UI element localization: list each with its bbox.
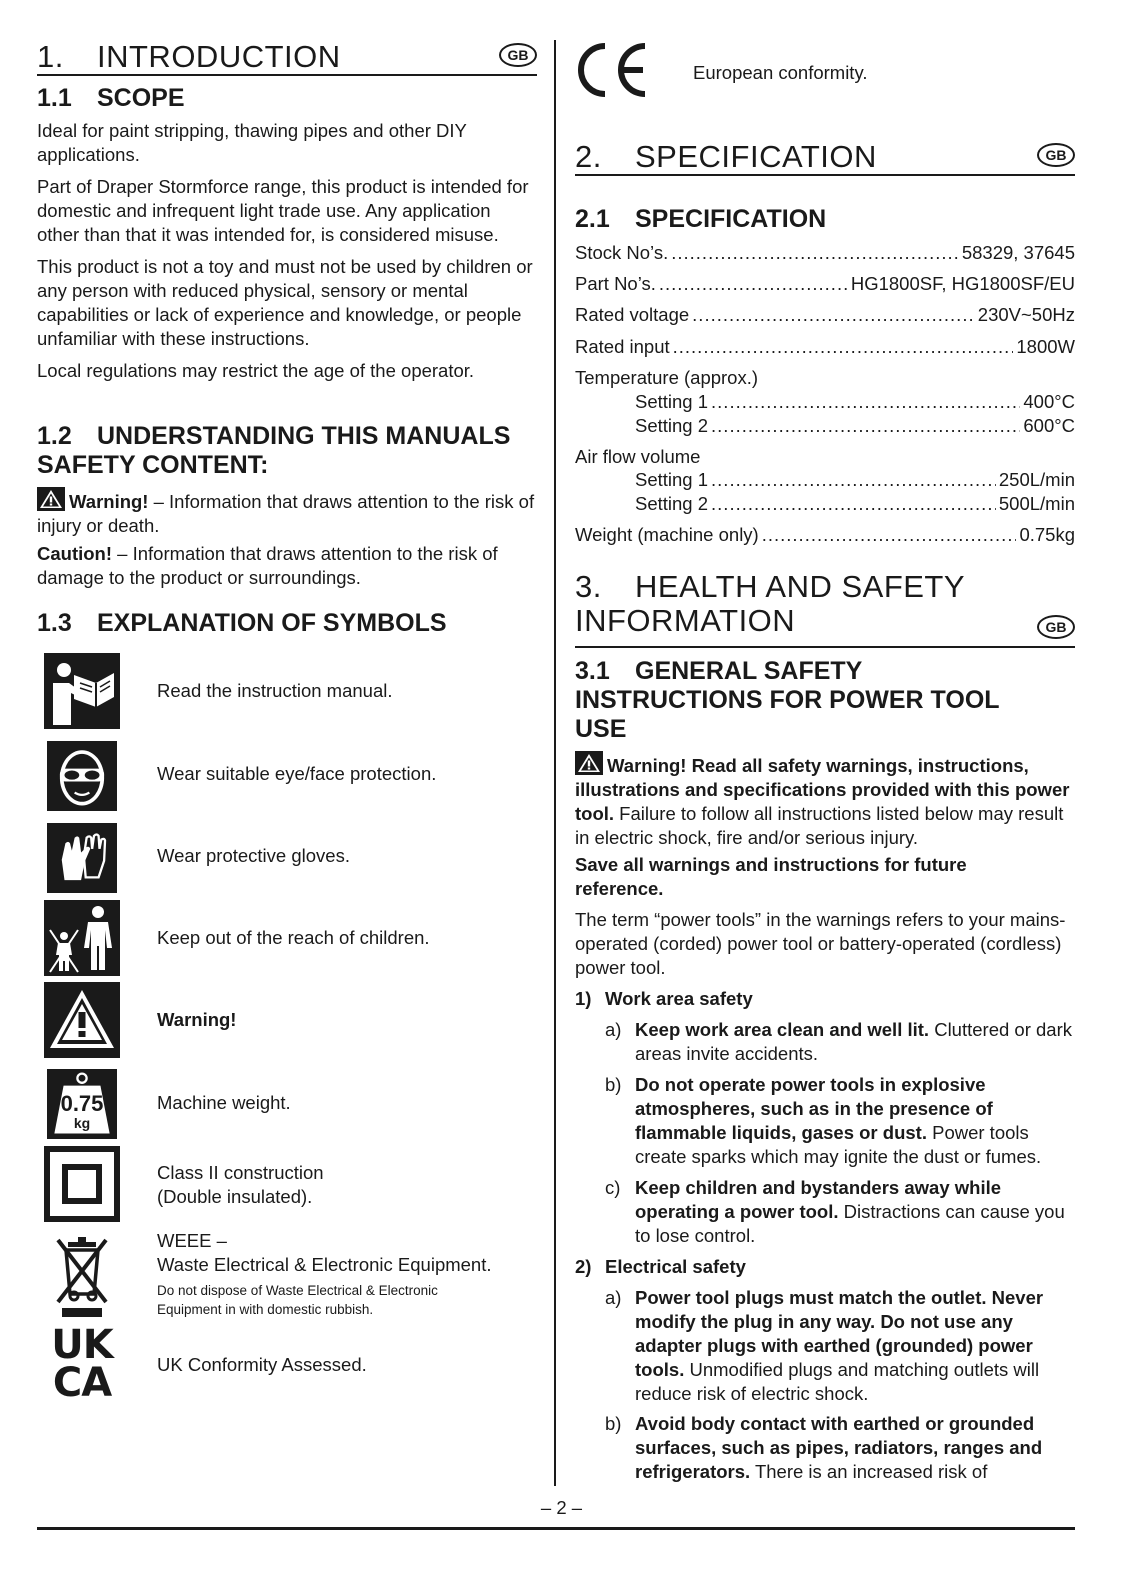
eye-face-protection-icon [44,738,120,814]
protective-gloves-icon [44,820,120,896]
spec-label: Setting 1 [635,469,709,490]
spec-label: Stock No’s. [575,242,669,263]
heading-text: INFORMATION [575,603,796,638]
heading-text: UNDERSTANDING THIS MANUALS [97,422,511,450]
heading-number: 2.1 [575,205,610,233]
leader-dots [659,272,848,296]
symbol-text: Read the instruction manual. [157,680,393,701]
symbol-text: Wear suitable eye/face protection. [157,763,437,784]
warning-triangle-icon [37,487,65,511]
symbol-row [44,1146,120,1222]
ukca-top: UK [51,1322,113,1368]
symbol-row [44,982,120,1058]
list-marker: a) [605,1287,622,1308]
warning-triangle-icon [44,982,120,1058]
gb-badge: GB [1037,615,1075,639]
heading-text: SCOPE [97,84,185,112]
weight-unit: kg [73,1115,91,1131]
symbols-heading [37,609,537,638]
leader-dots [673,335,1014,359]
spec-label: Setting 2 [635,493,709,514]
heading-text: HEALTH AND SAFETY [635,569,966,604]
spec-value: 0.75kg [1019,524,1075,545]
spec-group-label [575,366,1075,390]
spec-value: 600°C [1023,415,1075,436]
page-number: – 2 – [540,1497,583,1518]
save-instructions: Save all warnings and instructions for future reference. [575,854,967,899]
list-item-text: Power tools create sparks which may ignite the dust or fumes. [635,1122,1042,1167]
spec-value: 230V~50Hz [977,304,1075,325]
heading-number: 1.1 [37,84,72,112]
scope-paragraph: This product is not a toy and must not be used by children or any person with reduced physical, sensory or mental capabilities or lack of experience and knowledge, or people unfamiliar with these instructions. [37,256,533,349]
scope-paragraph: Local regulations may restrict the age of the operator. [37,360,475,381]
spec-label: Weight (machine only) [575,524,759,545]
warning-text: – Information that draws attention to the risk of injury or death. [37,491,535,536]
health-warning [575,751,1075,850]
list-item-text: Cluttered or dark areas invite accidents. [635,1019,1072,1064]
list-item-bold: Keep children and bystanders away while operating a power tool. [635,1177,1002,1222]
warning-triangle-icon [575,751,603,775]
leader-dots [692,303,975,327]
intro-heading-row [37,30,537,76]
symbol-text-line: Waste Electrical & Electronic Equipment. [157,1254,492,1275]
spec-value: HG1800SF, HG1800SF/EU [850,273,1075,294]
spec-value: 250L/min [998,469,1075,490]
symbol-row [44,820,120,896]
symbol-text [157,1229,537,1319]
list-marker: b) [605,1413,622,1434]
warning-text: Failure to follow all instructions listed below may result in electric shock, fire and/or serious injury. [575,803,1064,848]
symbol-text [157,1161,537,1209]
spec-label: Setting 1 [635,391,709,412]
warning-bold-text: Warning! Read all safety warnings, instructions, illustrations and specifications provided with this power tool. [575,755,1070,824]
right-column [575,0,1075,1480]
machine-weight-icon [44,1066,120,1142]
caution-label: Caution! [37,543,113,564]
heading-text: INSTRUCTIONS FOR POWER TOOL [575,686,1000,714]
spec-row [635,414,1075,438]
spec-label: Part No’s. [575,273,656,294]
heading-text: INTRODUCTION [97,39,341,74]
spec-label: Rated voltage [575,304,690,325]
scope-paragraph: Ideal for paint stripping, thawing pipes and other DIY applications. [37,120,467,165]
spec-row [575,335,1075,359]
list-item-bold: Avoid body contact with earthed or grounded surfaces, such as pipes, radiators, ranges and refrigerators. [635,1413,1043,1482]
heading-number: 1.3 [37,609,72,637]
leader-dots [762,523,1017,547]
list-item-bold: Do not operate power tools in explosive atmospheres, such as in the presence of flammable liquids, gases or dust. [635,1074,993,1143]
spec-row [575,523,1075,547]
warning-definition [37,487,537,538]
heading-text: EXPLANATION OF SYMBOLS [97,609,447,637]
scope-heading [37,84,537,113]
spec-value: 1800W [1016,336,1075,357]
spec-label: Temperature (approx.) [575,367,759,388]
understanding-heading [37,422,537,480]
spec-row [575,241,1075,265]
health-subheading [575,657,1075,744]
read-manual-icon [44,653,120,729]
list-item-text: Unmodified plugs and matching outlets will reduce risk of electric shock. [635,1359,1040,1404]
symbol-row [44,1066,120,1142]
section-heading [575,570,1075,638]
section-heading [575,140,877,174]
list-marker: 1) [575,988,592,1009]
spec-label: Setting 2 [635,415,709,436]
leader-dots [711,390,1020,414]
symbol-text: Warning! [157,1009,237,1030]
scope-paragraph: Part of Draper Stormforce range, this product is intended for domestic and infrequent light trade use. Any application other than that it was intended for, is considered misuse. [37,176,529,245]
heading-number: 3.1 [575,657,610,685]
ce-text: European conformity. [693,62,868,83]
spec-subheading [575,205,1075,234]
symbol-text: Machine weight. [157,1092,291,1113]
heading-text: SPECIFICATION [635,139,877,174]
symbol-text-line: Class II construction [157,1162,324,1183]
spec-row [575,303,1075,327]
list-item-text: There is an increased risk of [750,1461,988,1482]
spec-label: Air flow volume [575,446,701,467]
symbol-text: Keep out of the reach of children. [157,927,430,948]
list-item-text: Distractions can cause you to lose control. [635,1201,1065,1246]
list-marker: a) [605,1019,622,1040]
leader-dots [711,468,996,492]
spec-row [635,468,1075,492]
heading-number: 3. [575,569,602,604]
symbol-row [44,653,120,729]
spec-value: 500L/min [998,493,1075,514]
heading-text: SPECIFICATION [635,205,827,233]
list-item-bold: Keep work area clean and well lit. [635,1019,930,1040]
scope-body [37,119,537,391]
footer-rule [37,1527,1075,1530]
list-item-bold: Power tool plugs must match the outlet. Never modify the plug in any way. Do not use any adapter plugs with earthed (grounded) power tools. [635,1287,1044,1380]
power-tool-term: The term “power tools” in the warnings refers to your mains-operated (corded) power tool or battery-operated (cordless) power tool. [575,909,1066,978]
symbol-text-line: WEEE – [157,1230,227,1251]
warning-label: Warning! [69,491,149,512]
weight-value: 0.75 [60,1091,104,1116]
spec-row [575,272,1075,296]
symbol-text: Wear protective gloves. [157,845,350,866]
leader-dots [671,241,959,265]
symbol-row [44,1232,120,1318]
heading-number: 1. [37,39,64,74]
ce-mark-icon [575,42,651,103]
gb-badge: GB [499,43,537,67]
health-heading-row [575,570,1075,648]
weee-bin-icon [44,1232,120,1318]
spec-value: 58329, 37645 [961,242,1075,263]
symbol-row [44,900,120,976]
spec-label: Rated input [575,336,670,357]
caution-definition [37,542,537,590]
leader-dots [711,492,996,516]
subsection-text: Electrical safety [605,1256,746,1277]
symbol-row [44,1324,120,1404]
caution-text: – Information that draws attention to the risk of damage to the product or surroundings. [37,543,498,588]
leader-dots [711,414,1020,438]
gb-badge: GB [1037,143,1075,167]
list-marker: c) [605,1177,621,1198]
symbol-text: UK Conformity Assessed. [157,1354,367,1375]
heading-text: SAFETY CONTENT: [37,451,269,479]
heading-text: GENERAL SAFETY [635,657,863,685]
weee-note: Do not dispose of Waste Electrical & Electronic Equipment in with domestic rubbish. [157,1283,438,1317]
subsection-text: Work area safety [605,988,753,1009]
column-divider [554,40,556,1486]
list-marker: 2) [575,1256,592,1277]
heading-number: 1.2 [37,422,72,450]
heading-number: 2. [575,139,602,174]
symbol-text-line: (Double insulated). [157,1186,313,1207]
heading-text: USE [575,715,627,743]
class-ii-icon [44,1146,120,1222]
spec-heading-row [575,128,1075,176]
ukca-bottom: CA [52,1360,112,1406]
spec-value: 400°C [1023,391,1075,412]
ukca-mark-icon [44,1324,120,1404]
symbol-row [44,738,120,814]
keep-away-children-icon [44,900,120,976]
spec-row [635,492,1075,516]
list-marker: b) [605,1074,622,1095]
section-heading [37,40,341,74]
spec-row [635,390,1075,414]
left-column [37,0,537,1480]
spec-group-label [575,445,1075,469]
